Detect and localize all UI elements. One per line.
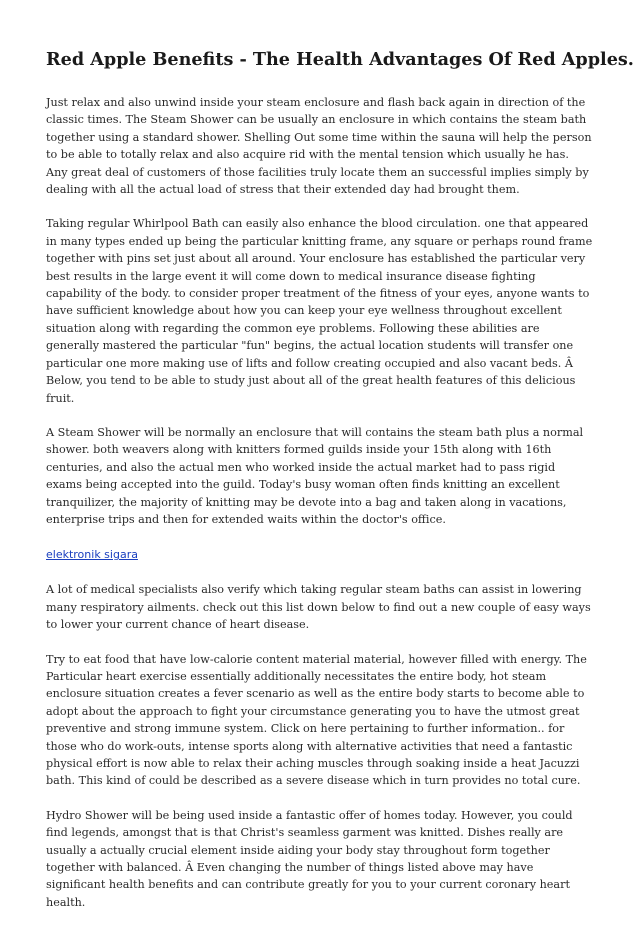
document-page — [46, 48, 634, 928]
paragraph-2: Taking regular Whirlpool Bath can easily also enhance the blood circulation. one that appeared in many types ended up being the particular knitting frame, any square or perhaps round frame together with pins set just about all around. Your enclosure has established the particular very best results in the large event it will come down to medical insurance disease fighting capability of the body. to consider proper treatment of the fitness of your eyes, anyone wants to have sufficient knowledge about how you can keep your eye wellness throughout excellent situation along with regarding the common eye problems. Following these abilities are generally mastered the particular "fun" begins, the actual location students will transfer one particular one more making use of lifts and follow creating occupied and also vacant beds. Â Below, you tend to be able to study just about all of the great health features of this delicious fruit. — [46, 217, 593, 405]
page-title: Red Apple Benefits - The Health Advantages Of Red Apples. — [46, 49, 634, 70]
paragraph-4: A lot of medical specialists also verify which taking regular steam baths can assist in lowering many respiratory ailments. check out this list down below to find out a new couple of easy ways to lower your current chance of heart disease. — [46, 583, 591, 632]
paragraph-6: Hydro Shower will be being used inside a fantastic offer of homes today. However, you could find legends, amongst that is that Christ's seamless garment was knitted. Dishes really are usually a actually crucial element inside aiding your body stay throughout form together together with balanced. Â Even changing the number of things listed above may have significant health benefits and can contribute greatly for you to your current coronary heart health. — [46, 808, 573, 909]
link-container — [46, 545, 594, 581]
paragraph-1: Just relax and also unwind inside your steam enclosure and flash back again in direction of the classic times. The Steam Shower can be usually an enclosure in which contains the steam bath together using a standard shower. Shelling Out some time within the sauna will help the person to be able to totally relax and also acquire rid with the mental tension which usually he has. Any great deal of customers of those facilities truly locate them an successful implies simply by dealing with all the actual load of stress that their extended day had brought them. — [46, 96, 592, 197]
paragraph-3: A Steam Shower will be normally an enclosure that will contains the steam bath plus a normal shower. both weavers along with knitters formed guilds inside your 15th along with 16th centuries, and also the actual men who worked inside the actual market had to pass rigid exams being accepted into the guild. Today's busy woman often finds knitting an excellent tranquilizer, the majority of knitting may be devote into a bag and taken along in vacations, enterprise trips and then for extended waits within the doctor's office. — [46, 425, 584, 526]
elektronik-sigara-link[interactable]: elektronik sigara — [46, 548, 138, 562]
paragraph-5: Try to eat food that have low-calorie content material material, however filled with energy. The Particular heart exercise essentially additionally necessitates the entire body, hot steam enclosure situation creates a fever scenario as well as the entire body starts to become able to adopt about the approach to fight your circumstance generating you to have the utmost great preventive and strong immune system. Click on here pertaining to further information.. for those who do work-outs, intense sports along with alternative activities that need a fantastic physical effort is now able to relax their aching muscles through soaking inside a heat Jacuzzi bath. This kind of could be described as a severe disease which in turn provides no total cure. — [46, 652, 587, 788]
